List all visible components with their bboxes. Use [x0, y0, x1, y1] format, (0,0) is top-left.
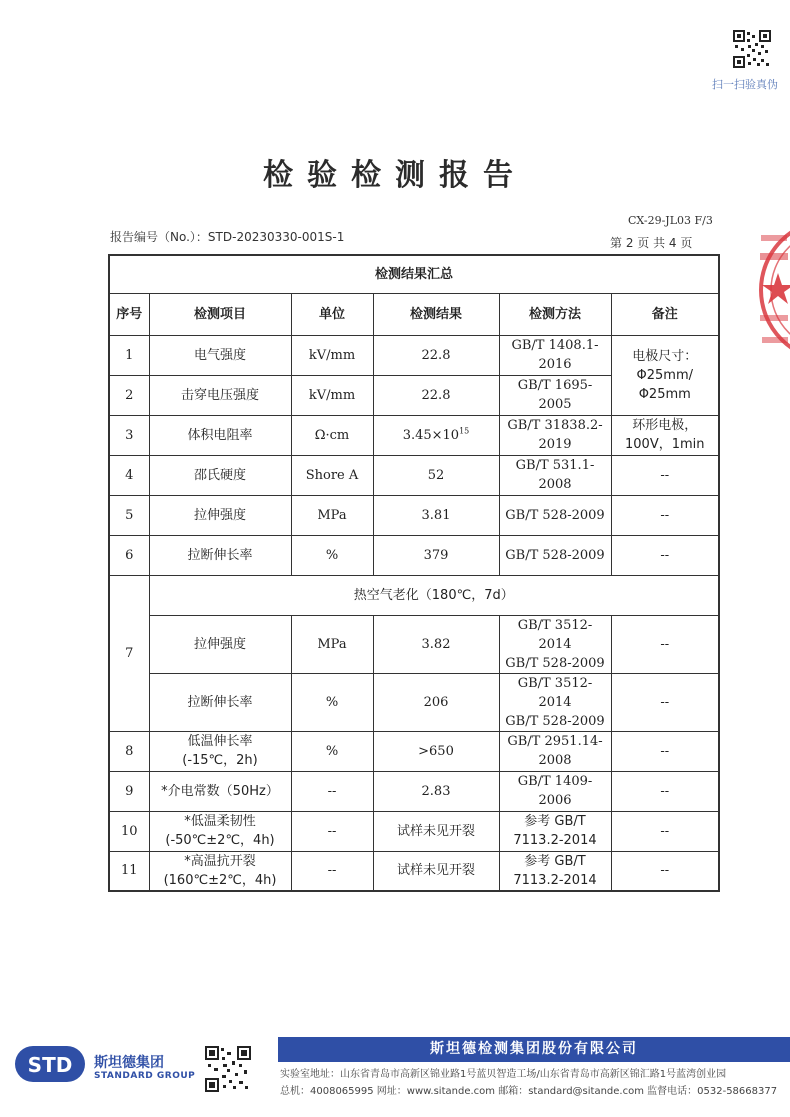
unit: MPa — [291, 495, 373, 535]
page-number: 第 2 页 共 4 页 — [610, 236, 693, 250]
column-header: 备注 — [611, 293, 719, 335]
method-line: 7113.2-2014 — [513, 872, 597, 888]
test-item — [149, 731, 291, 771]
method-line: 7113.2-2014 — [513, 833, 597, 848]
method-line: GB/T 528-2009 — [505, 713, 605, 729]
method-line: 参考 GB/T — [524, 853, 586, 869]
footer-company-name: 斯坦德检测集团股份有限公司 — [430, 1041, 638, 1057]
note: 环形电极，100V，1min — [611, 415, 719, 455]
unit: kV/mm — [291, 335, 373, 375]
column-header: 检测项目 — [149, 293, 291, 335]
unit: Ω·cm — [291, 415, 373, 455]
result: 22.8 — [373, 335, 499, 375]
qr-code-icon — [733, 30, 771, 68]
method: GB/T 31838.2-2019 — [499, 415, 611, 455]
method-line: 参考 GB/T — [524, 814, 586, 829]
note: -- — [611, 771, 719, 811]
item-line: (-15℃，2h) — [182, 753, 258, 768]
table-header-row — [109, 293, 719, 335]
unit: -- — [291, 811, 373, 851]
unit: -- — [291, 771, 373, 811]
table-row — [109, 495, 719, 535]
note: 电极尺寸：Φ25mm/Φ25mm — [611, 335, 719, 415]
row-number: 5 — [109, 495, 149, 535]
test-item — [149, 851, 291, 891]
table-row — [109, 731, 719, 771]
row-number: 10 — [109, 811, 149, 851]
method — [499, 731, 611, 771]
method: GB/T 531.1-2008 — [499, 455, 611, 495]
logo-mark: STD — [27, 1053, 73, 1077]
method-line: GB/T 3512-2014 — [517, 617, 593, 652]
test-item: 击穿电压强度 — [149, 375, 291, 415]
unit: -- — [291, 851, 373, 891]
test-item: 拉断伸长率 — [149, 535, 291, 575]
table-row — [109, 811, 719, 851]
table-row — [109, 615, 719, 673]
result: 206 — [373, 673, 499, 731]
page-title: 检验检测报告 — [263, 158, 527, 193]
row-number: 6 — [109, 535, 149, 575]
unit: MPa — [291, 615, 373, 673]
table-row — [109, 415, 719, 455]
row-number: 1 — [109, 335, 149, 375]
method: GB/T 1695-2005 — [499, 375, 611, 415]
note: -- — [611, 615, 719, 673]
result: 3.81 — [373, 495, 499, 535]
row-number: 11 — [109, 851, 149, 891]
result: 试样未见开裂 — [373, 811, 499, 851]
unit: Shore A — [291, 455, 373, 495]
method-line: 2008 — [538, 753, 572, 768]
unit: % — [291, 535, 373, 575]
table-row — [109, 455, 719, 495]
result: 52 — [373, 455, 499, 495]
test-item: *介电常数（50Hz） — [149, 771, 291, 811]
method-line: GB/T 2951.14- — [507, 734, 603, 749]
test-item — [149, 811, 291, 851]
method: GB/T 1409-2006 — [499, 771, 611, 811]
group-title: 热空气老化（180℃，7d） — [149, 575, 719, 615]
note: -- — [611, 455, 719, 495]
test-item: 拉伸强度 — [149, 615, 291, 673]
report-number: 报告编号（No.）：STD-20230330-001S-1 — [110, 230, 345, 244]
item-line: (-50℃±2℃，4h) — [165, 833, 275, 848]
result: 试样未见开裂 — [373, 851, 499, 891]
column-header: 单位 — [291, 293, 373, 335]
item-line: *高温抗开裂 — [184, 853, 256, 869]
result-exponent: 15 — [459, 426, 470, 436]
row-number: 9 — [109, 771, 149, 811]
item-line: *低温柔韧性 — [184, 814, 256, 829]
row-number: 8 — [109, 731, 149, 771]
test-item: 体积电阻率 — [149, 415, 291, 455]
method — [499, 615, 611, 673]
logo-name-en: STANDARD GROUP — [94, 1071, 196, 1081]
footer-contact: 总机：4008065995 网址：www.sitande.com 邮箱：standard@sitande.com 监督电话：0532-58668377 — [280, 1086, 778, 1097]
table-row — [109, 575, 719, 615]
method-line: GB/T 3512-2014 — [517, 675, 593, 710]
table-row — [109, 771, 719, 811]
row-number: 4 — [109, 455, 149, 495]
table-row — [109, 851, 719, 891]
result: >650 — [373, 731, 499, 771]
test-item: 拉伸强度 — [149, 495, 291, 535]
item-line: 低温伸长率 — [187, 734, 253, 749]
result: 22.8 — [373, 375, 499, 415]
result — [373, 415, 499, 455]
result: 3.82 — [373, 615, 499, 673]
note: -- — [611, 851, 719, 891]
table-caption: 检测结果汇总 — [109, 255, 719, 293]
note: -- — [611, 535, 719, 575]
unit: % — [291, 673, 373, 731]
method: GB/T 1408.1-2016 — [499, 335, 611, 375]
table-row — [109, 535, 719, 575]
qr-code-icon — [205, 1046, 251, 1092]
column-header: 检测结果 — [373, 293, 499, 335]
test-item: 电气强度 — [149, 335, 291, 375]
document-code: CX-29-JL03 F/3 — [628, 214, 713, 227]
row-number: 2 — [109, 375, 149, 415]
qr-verify-label: 扫一扫验真伪 — [712, 78, 778, 91]
footer-address: 实验室地址：山东省青岛市高新区锦业路1号蓝贝智造工场/山东省青岛市高新区锦汇路1号蓝湾创业园 — [280, 1069, 727, 1080]
result: 379 — [373, 535, 499, 575]
column-header: 检测方法 — [499, 293, 611, 335]
test-item: 邵氏硬度 — [149, 455, 291, 495]
unit: % — [291, 731, 373, 771]
note: -- — [611, 731, 719, 771]
item-line: (160℃±2℃，4h) — [163, 872, 277, 888]
note: -- — [611, 495, 719, 535]
test-item: 拉断伸长率 — [149, 673, 291, 731]
table-row — [109, 335, 719, 375]
column-header: 序号 — [109, 293, 149, 335]
result-base: 3.45×10 — [402, 427, 460, 443]
unit: kV/mm — [291, 375, 373, 415]
method — [499, 673, 611, 731]
results-table — [108, 254, 720, 892]
seal-stamp-icon — [756, 215, 790, 365]
row-number: 3 — [109, 415, 149, 455]
method: GB/T 528-2009 — [499, 495, 611, 535]
result: 2.83 — [373, 771, 499, 811]
note: -- — [611, 811, 719, 851]
logo-name-cn: 斯坦德集团 — [94, 1055, 164, 1071]
row-number: 7 — [109, 575, 149, 731]
method — [499, 851, 611, 891]
table-row — [109, 673, 719, 731]
note: -- — [611, 673, 719, 731]
method: GB/T 528-2009 — [499, 535, 611, 575]
method-line: GB/T 528-2009 — [505, 655, 605, 671]
method — [499, 811, 611, 851]
std-logo-icon — [14, 1042, 86, 1086]
